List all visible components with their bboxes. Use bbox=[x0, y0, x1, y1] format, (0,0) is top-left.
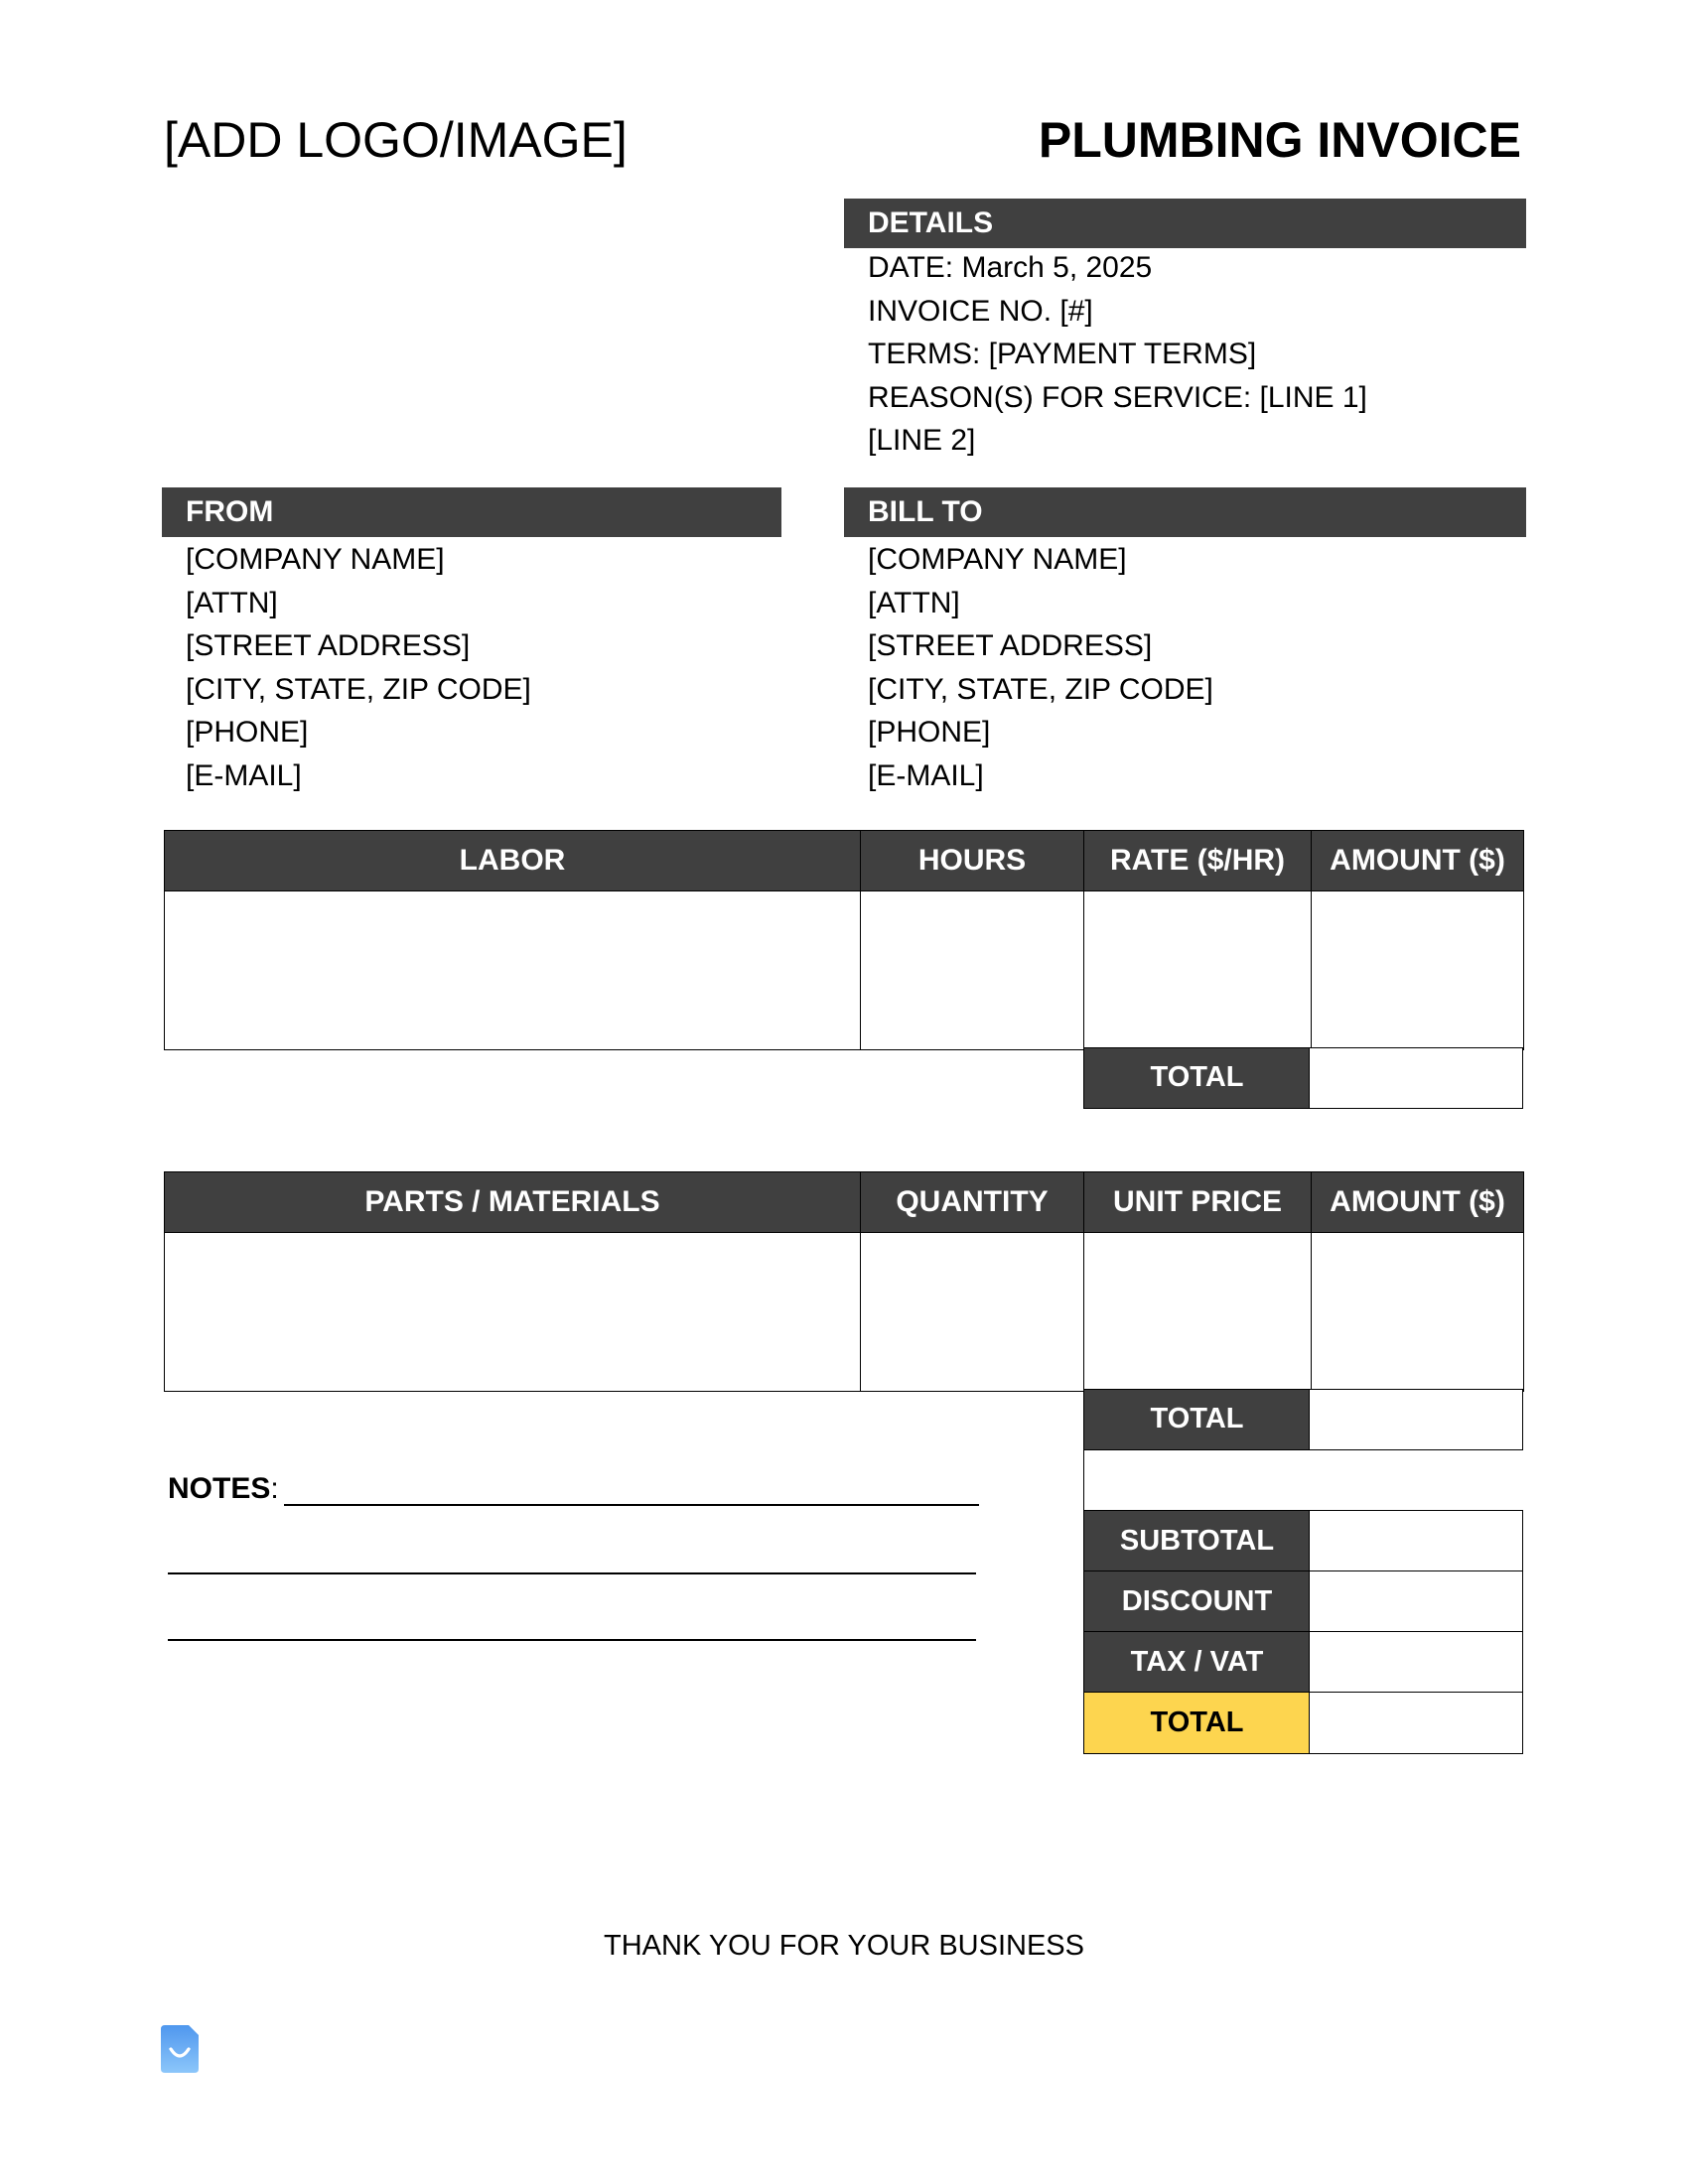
parts-description-cell[interactable] bbox=[165, 1233, 861, 1392]
from-email: [E-MAIL] bbox=[186, 758, 302, 792]
thank-you-message: THANK YOU FOR YOUR BUSINESS bbox=[604, 1930, 1084, 1962]
grand-total-value[interactable] bbox=[1309, 1692, 1523, 1754]
from-attn: [ATTN] bbox=[186, 586, 278, 619]
details-terms: TERMS: [PAYMENT TERMS] bbox=[868, 338, 1257, 370]
labor-description-cell[interactable] bbox=[165, 891, 861, 1050]
labor-amount-cell[interactable] bbox=[1312, 891, 1524, 1050]
table-row bbox=[165, 891, 1524, 1050]
from-city-state-zip: [CITY, STATE, ZIP CODE] bbox=[186, 672, 531, 706]
logo-placeholder: [ADD LOGO/IMAGE] bbox=[164, 112, 628, 168]
details-reason-line-2: [LINE 2] bbox=[868, 424, 976, 457]
notes-line-2[interactable] bbox=[168, 1572, 976, 1574]
subtotal-value[interactable] bbox=[1309, 1510, 1523, 1572]
from-company-name: [COMPANY NAME] bbox=[186, 543, 445, 576]
labor-column-header: LABOR bbox=[165, 831, 861, 891]
grand-total-label: TOTAL bbox=[1083, 1692, 1311, 1754]
parts-total-label: TOTAL bbox=[1083, 1389, 1311, 1450]
from-heading: FROM bbox=[162, 487, 781, 537]
parts-column-header: PARTS / MATERIALS bbox=[165, 1172, 861, 1233]
document-logo-icon bbox=[159, 2023, 201, 2075]
labor-total-value[interactable] bbox=[1309, 1047, 1523, 1109]
bill-to-address bbox=[868, 538, 1213, 797]
details-reason-line-1: REASON(S) FOR SERVICE: [LINE 1] bbox=[868, 380, 1367, 414]
discount-label: DISCOUNT bbox=[1083, 1570, 1311, 1633]
bill-to-attn: [ATTN] bbox=[868, 586, 960, 619]
labor-table bbox=[164, 830, 1524, 1050]
details-invoice-number: INVOICE NO. [#] bbox=[868, 294, 1093, 328]
summary-spacer bbox=[1083, 1448, 1523, 1512]
hours-column-header: HOURS bbox=[861, 831, 1084, 891]
discount-value[interactable] bbox=[1309, 1570, 1523, 1633]
unit-price-column-header: UNIT PRICE bbox=[1084, 1172, 1312, 1233]
labor-amount-column-header: AMOUNT ($) bbox=[1312, 831, 1524, 891]
rate-cell[interactable] bbox=[1084, 891, 1312, 1050]
bill-to-street-address: [STREET ADDRESS] bbox=[868, 629, 1153, 662]
notes-label bbox=[168, 1469, 279, 1509]
quantity-cell[interactable] bbox=[861, 1233, 1084, 1392]
notes-line-3[interactable] bbox=[168, 1639, 976, 1641]
details-date: DATE: March 5, 2025 bbox=[868, 251, 1153, 284]
tax-vat-label: TAX / VAT bbox=[1083, 1631, 1311, 1694]
from-street-address: [STREET ADDRESS] bbox=[186, 629, 471, 662]
tax-vat-value[interactable] bbox=[1309, 1631, 1523, 1694]
bill-to-company-name: [COMPANY NAME] bbox=[868, 543, 1127, 576]
bill-to-city-state-zip: [CITY, STATE, ZIP CODE] bbox=[868, 672, 1213, 706]
parts-total-value[interactable] bbox=[1309, 1389, 1523, 1450]
bill-to-heading: BILL TO bbox=[844, 487, 1526, 537]
from-address bbox=[186, 538, 531, 797]
parts-amount-column-header: AMOUNT ($) bbox=[1312, 1172, 1524, 1233]
table-row bbox=[165, 1233, 1524, 1392]
unit-price-cell[interactable] bbox=[1084, 1233, 1312, 1392]
notes-label-colon: : bbox=[270, 1472, 279, 1505]
rate-column-header: RATE ($/HR) bbox=[1084, 831, 1312, 891]
from-phone: [PHONE] bbox=[186, 716, 309, 749]
details-heading: DETAILS bbox=[844, 199, 1526, 248]
hours-cell[interactable] bbox=[861, 891, 1084, 1050]
notes-label-text: NOTES bbox=[168, 1472, 271, 1505]
subtotal-label: SUBTOTAL bbox=[1083, 1510, 1311, 1572]
page-title: PLUMBING INVOICE bbox=[1038, 112, 1521, 168]
parts-table bbox=[164, 1171, 1524, 1392]
details-lines bbox=[868, 246, 1367, 463]
notes-line-1[interactable] bbox=[284, 1504, 979, 1506]
labor-total-label: TOTAL bbox=[1083, 1047, 1311, 1109]
quantity-column-header: QUANTITY bbox=[861, 1172, 1084, 1233]
bill-to-phone: [PHONE] bbox=[868, 716, 991, 749]
parts-amount-cell[interactable] bbox=[1312, 1233, 1524, 1392]
bill-to-email: [E-MAIL] bbox=[868, 758, 984, 792]
